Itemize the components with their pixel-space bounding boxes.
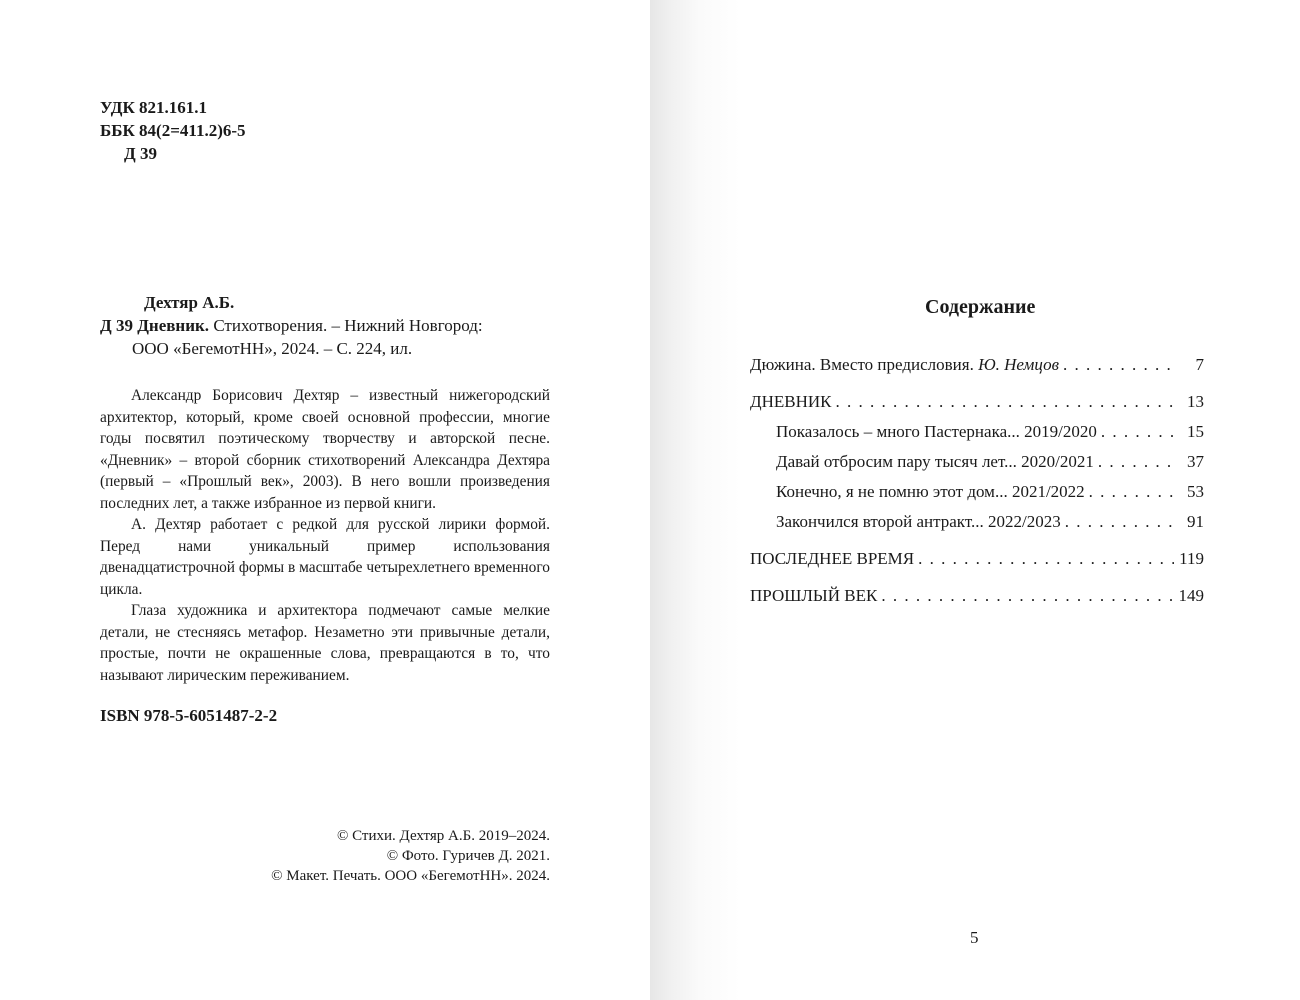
annotation-paragraph: Глаза художника и архитектора подмечают самые мелкие детали, не стесняясь метафор. Незаметно эти привычные детали, простые, почти не окрашенные слова, превращаются в то, что называют лирическим переживанием.	[100, 602, 550, 684]
toc-leader-dots	[1098, 452, 1174, 472]
annotation-paragraph: А. Дехтяр работает с редкой для русской лирики формой. Перед нами уникальный пример использования двенадцатистрочной формы в масштабе четырехлетнего временного цикла.	[100, 516, 550, 598]
copyright-line: © Фото. Гуричев Д. 2021.	[386, 848, 550, 864]
page-number: 5	[970, 928, 979, 947]
copyright-block	[271, 826, 550, 886]
toc-entry-section-recent[interactable]	[750, 549, 1204, 569]
toc-entry-title: Показалось – много Пастернака... 2019/2020	[776, 422, 1097, 441]
catalog-code: Д 39	[100, 316, 133, 335]
toc-entry-page: 7	[1195, 355, 1204, 374]
toc-entry-title: Закончился второй антракт... 2022/2023	[776, 512, 1061, 531]
catalog-record	[100, 291, 560, 360]
toc-leader-dots	[1089, 482, 1174, 502]
toc-entry-author: Ю. Немцов	[978, 355, 1059, 374]
toc-entry-chapter[interactable]	[750, 452, 1204, 472]
catalog-genre-place: Стихотворения. – Нижний Новгород:	[213, 316, 483, 335]
table-of-contents	[750, 355, 1204, 606]
toc-entry-title: ПРОШЛЫЙ ВЕК	[750, 586, 878, 605]
copyright-line: © Стихи. Дехтяр А.Б. 2019–2024.	[336, 828, 550, 844]
catalog-title: Дневник.	[137, 316, 210, 335]
right-page	[650, 0, 1300, 1000]
toc-leader-dots	[881, 586, 1174, 606]
isbn: ISBN 978-5-6051487-2-2	[100, 706, 278, 725]
toc-entry-title: Конечно, я не помню этот дом... 2021/2022	[776, 482, 1085, 501]
toc-entry-page: 91	[1187, 512, 1204, 531]
classification-codes	[100, 96, 246, 165]
toc-entry-chapter[interactable]	[750, 512, 1204, 532]
toc-leader-dots	[1101, 422, 1174, 442]
toc-entry-title: Давай отбросим пару тысяч лет... 2020/2021	[776, 452, 1094, 471]
toc-entry-page: 15	[1187, 422, 1204, 441]
toc-entry-chapter[interactable]	[750, 422, 1204, 442]
author-mark-code: Д 39	[124, 144, 157, 163]
catalog-author: Дехтяр А.Б.	[144, 293, 235, 312]
toc-entry-page: 37	[1187, 452, 1204, 471]
toc-title: Содержание	[925, 296, 1036, 318]
toc-leader-dots	[836, 392, 1175, 412]
toc-leader-dots	[918, 549, 1174, 569]
udk-code: УДК 821.161.1	[100, 98, 208, 117]
toc-leader-dots	[1065, 512, 1174, 532]
toc-entry-section-past-century[interactable]	[750, 586, 1204, 606]
toc-entry-page: 119	[1179, 549, 1204, 568]
toc-leader-dots	[1063, 355, 1174, 375]
toc-entry-page: 149	[1178, 586, 1204, 605]
toc-entry-title: ДНЕВНИК	[750, 392, 832, 411]
catalog-publisher: ООО «БегемотНН», 2024. – С. 224, ил.	[132, 339, 413, 358]
annotation	[100, 385, 550, 686]
copyright-line: © Макет. Печать. ООО «БегемотНН». 2024.	[271, 868, 550, 884]
toc-entry-chapter[interactable]	[750, 482, 1204, 502]
toc-entry-page: 13	[1187, 392, 1204, 411]
annotation-paragraph: Александр Борисович Дехтяр – известный нижегородский архитектор, который, кроме своей основной профессии, многие годы посвятил поэтическому творчеству и авторской песне. «Дневник» – второй сборник стихотворений Александра Дехтяра (первый – «Прошлый век», 2003). В него вошли произведения последних лет, а также избранное из первой книги.	[100, 387, 550, 512]
toc-entry-page: 53	[1187, 482, 1204, 501]
toc-entry-section-diary[interactable]	[750, 392, 1204, 412]
toc-entry-title: Дюжина. Вместо предисловия. Ю. Немцов	[750, 355, 1059, 374]
toc-entry-preface[interactable]	[750, 355, 1204, 375]
toc-entry-title: ПОСЛЕДНЕЕ ВРЕМЯ	[750, 549, 915, 568]
catalog-title-line	[100, 314, 560, 337]
bbk-code: ББК 84(2=411.2)6-5	[100, 121, 246, 140]
